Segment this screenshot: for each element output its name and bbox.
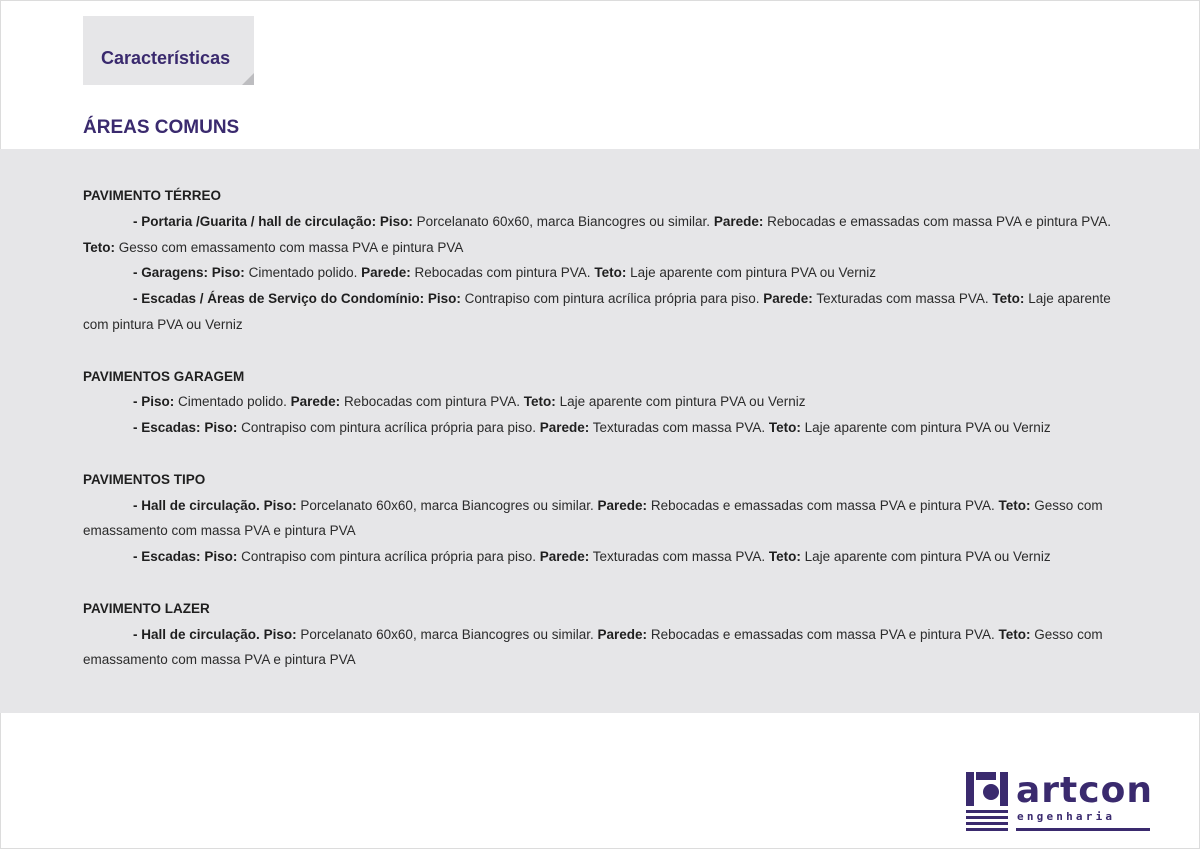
spec-item	[83, 209, 1123, 261]
wall-value: Texturadas com massa PVA.	[816, 291, 989, 307]
ceiling-value: Gesso com emassamento com massa PVA e pintura PVA	[83, 497, 1103, 539]
floor-value: Contrapiso com pintura acrílica própria para piso.	[241, 420, 536, 436]
spec-item	[83, 622, 1123, 674]
ceiling-value: Laje aparente com pintura PVA ou Verniz	[630, 265, 877, 281]
item-label: - Escadas:	[133, 420, 201, 436]
floor-value: Contrapiso com pintura acrílica própria para piso.	[464, 291, 760, 307]
spec-block	[83, 364, 1123, 441]
spec-item	[83, 544, 1123, 570]
floor-label: Piso:	[263, 626, 297, 642]
wall-label: Parede:	[763, 291, 813, 307]
floor-value: Porcelanato 60x60, marca Biancogres ou similar.	[300, 626, 594, 642]
item-label: - Escadas:	[133, 549, 201, 565]
tab-title: Características	[101, 48, 231, 68]
spec-item	[83, 260, 1123, 286]
ceiling-value: Laje aparente com pintura PVA ou Verniz	[804, 549, 1051, 565]
ceiling-value: Laje aparente com pintura PVA ou Verniz	[559, 394, 806, 410]
floor-value: Cimentado polido.	[178, 394, 287, 410]
floor-value: Contrapiso com pintura acrílica própria para piso.	[241, 549, 536, 565]
floor-label: Piso:	[211, 265, 245, 281]
logo-subtitle: engenharia	[1017, 810, 1116, 823]
spec-item	[83, 493, 1123, 545]
ceiling-label: Teto:	[523, 394, 556, 410]
page-fold-icon	[242, 73, 254, 85]
spec-block	[83, 467, 1123, 570]
wall-label: Parede:	[361, 265, 411, 281]
wall-label: Parede:	[539, 549, 590, 565]
section-tab	[83, 16, 254, 85]
floor-value: Cimentado polido.	[248, 265, 358, 281]
block-title: PAVIMENTOS GARAGEM	[83, 368, 245, 384]
item-label: - Hall de circulação.	[133, 497, 260, 513]
company-logo	[966, 772, 1156, 834]
spec-item	[83, 286, 1123, 338]
ceiling-value: Laje aparente com pintura PVA ou Verniz	[83, 291, 1111, 332]
wall-value: Texturadas com massa PVA.	[592, 420, 766, 436]
specifications-list	[83, 183, 1123, 699]
ceiling-value: Laje aparente com pintura PVA ou Verniz	[804, 420, 1051, 436]
item-label: - Hall de circulação.	[133, 626, 260, 642]
wall-label: Parede:	[597, 497, 648, 513]
artcon-logo-mark-icon	[966, 772, 1010, 834]
item-label: - Garagens:	[133, 265, 209, 281]
spec-item	[83, 415, 1123, 441]
wall-label: Parede:	[290, 394, 341, 410]
ceiling-value: Gesso com emassamento com massa PVA e pintura PVA	[118, 239, 464, 255]
floor-label: Piso:	[379, 213, 413, 229]
wall-label: Parede:	[539, 420, 590, 436]
ceiling-label: Teto:	[83, 239, 115, 255]
wall-label: Parede:	[597, 626, 648, 642]
wall-value: Texturadas com massa PVA.	[592, 549, 766, 565]
spec-block	[83, 596, 1123, 673]
block-title: PAVIMENTOS TIPO	[83, 471, 206, 487]
wall-label: Parede:	[713, 213, 764, 229]
block-title: PAVIMENTO LAZER	[83, 600, 210, 616]
ceiling-label: Teto:	[768, 420, 801, 436]
logo-underline	[1016, 828, 1150, 831]
item-label: -	[133, 394, 138, 410]
floor-value: Porcelanato 60x60, marca Biancogres ou similar.	[300, 497, 594, 513]
ceiling-label: Teto:	[998, 626, 1031, 642]
item-label: - Escadas / Áreas de Serviço do Condomínio:	[133, 291, 425, 307]
block-title: PAVIMENTO TÉRREO	[83, 188, 222, 203]
wall-value: Rebocadas e emassadas com massa PVA e pintura PVA.	[650, 626, 995, 642]
logo-wordmark: artcon	[1016, 770, 1153, 811]
ceiling-label: Teto:	[768, 549, 801, 565]
ceiling-label: Teto:	[992, 291, 1025, 307]
floor-label: Piso:	[263, 497, 297, 513]
floor-label: Piso:	[141, 394, 175, 410]
section-heading: ÁREAS COMUNS	[83, 117, 240, 138]
floor-value: Porcelanato 60x60, marca Biancogres ou similar.	[416, 213, 711, 229]
floor-label: Piso:	[427, 291, 461, 307]
spec-block	[83, 183, 1123, 338]
wall-value: Rebocadas e emassadas com massa PVA e pintura PVA.	[767, 213, 1112, 229]
ceiling-value: Gesso com emassamento com massa PVA e pintura PVA	[83, 626, 1103, 668]
spec-item	[83, 389, 1123, 415]
floor-label: Piso:	[204, 549, 238, 565]
wall-value: Rebocadas e emassadas com massa PVA e pintura PVA.	[650, 497, 995, 513]
ceiling-label: Teto:	[998, 497, 1031, 513]
wall-value: Rebocadas com pintura PVA.	[343, 394, 521, 410]
ceiling-label: Teto:	[594, 265, 627, 281]
item-label: - Portaria /Guarita / hall de circulação:	[133, 213, 377, 229]
wall-value: Rebocadas com pintura PVA.	[414, 265, 591, 281]
floor-label: Piso:	[204, 420, 238, 436]
